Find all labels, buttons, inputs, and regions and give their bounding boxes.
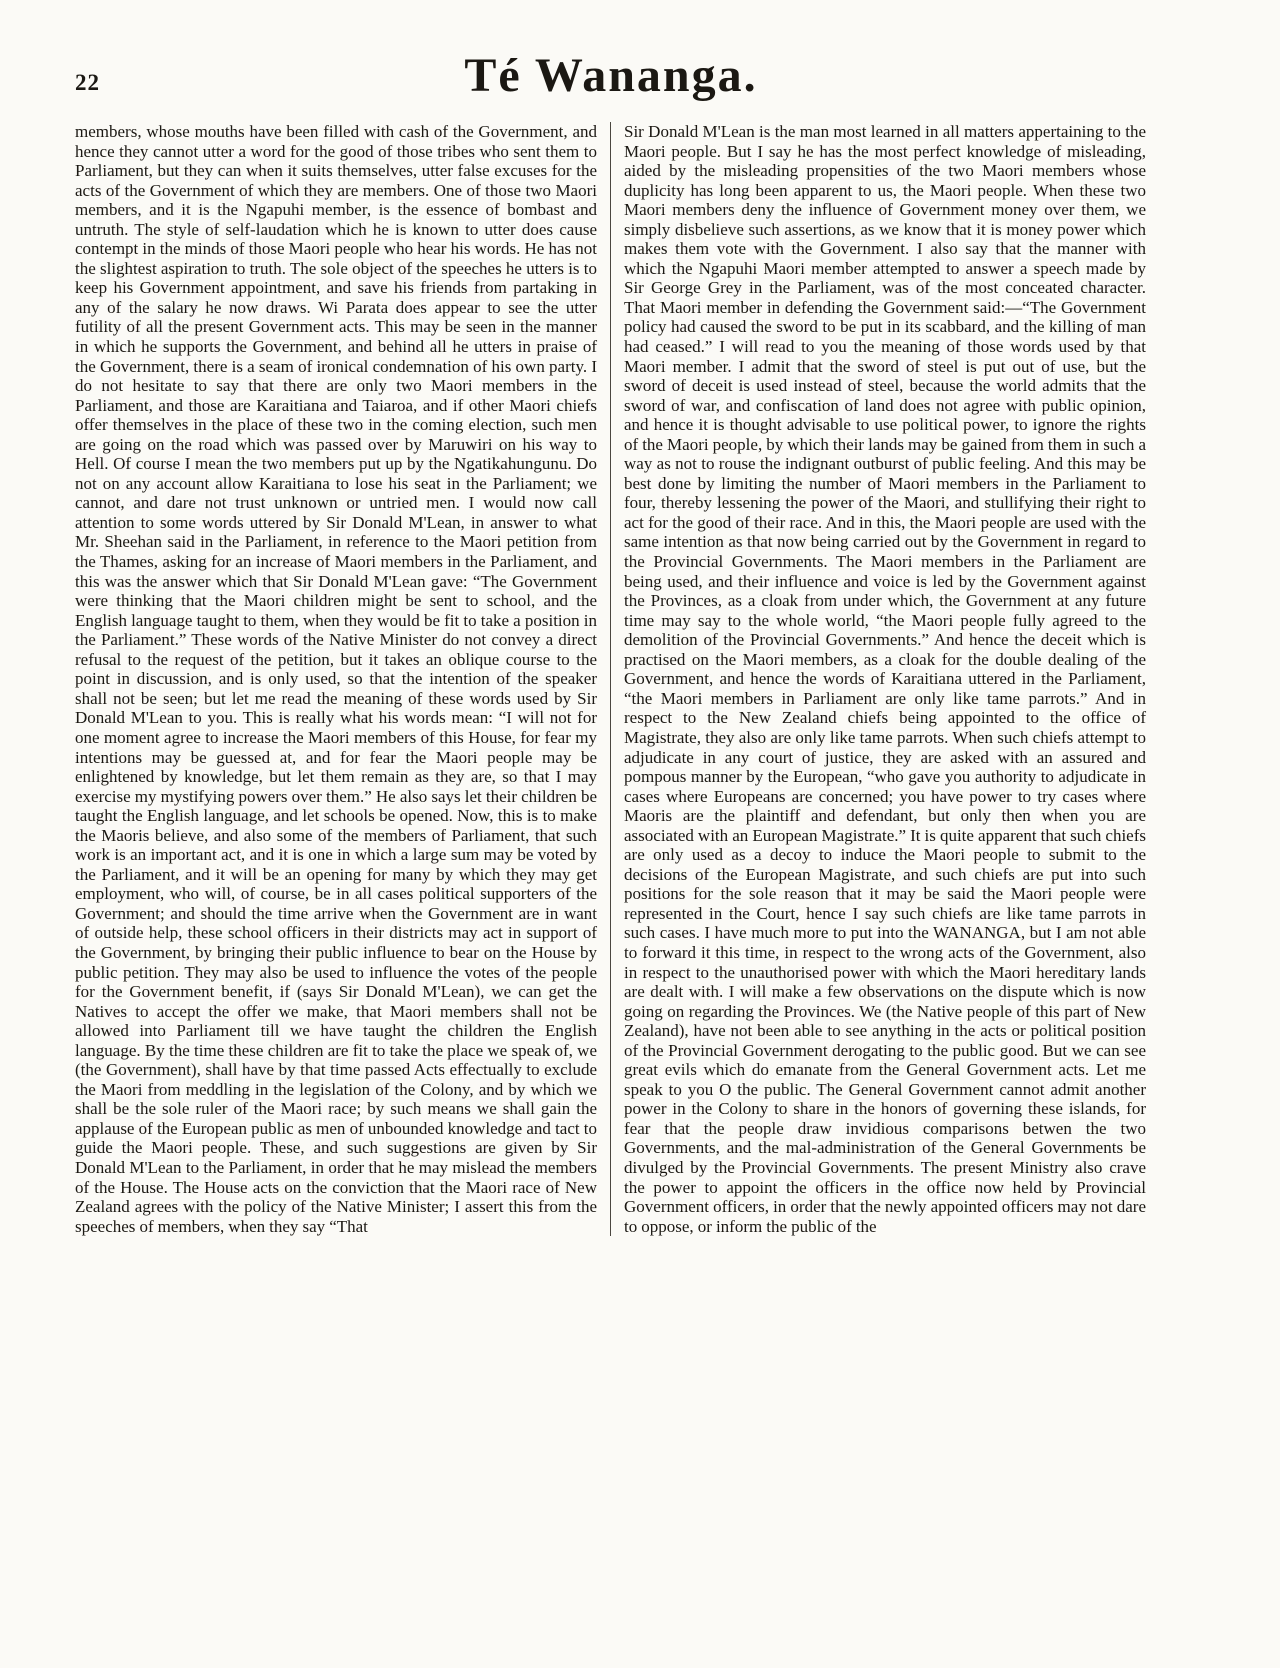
article-body bbox=[75, 122, 1147, 1236]
left-column-text: members, whose mouths have been filled with cash of the Government, and hence they cannot utter a word for the good of those tribes who sent them to Parliament, but they can when it suits themselves, utter false excuses for the acts of the Government of which they are members. One of those two Maori members, and it is the Ngapuhi member, is the essence of bombast and untruth. The style of self-laudation which he is known to utter does cause contempt in the minds of those Maori people who hear his words. He has not the slightest aspiration to truth. The sole object of the speeches he utters is to keep his Government appointment, and save his friends from partaking in any of the salary he now draws. Wi Parata does appear to see the utter futility of all the present Government acts. This may be seen in the manner in which he supports the Government, and behind all he utters in praise of the Government, there is a seam of ironical condemnation of his own party. I do not hesitate to say that there are only two Maori members in the Parliament, and those are Karaitiana and Taiaroa, and if other Maori chiefs offer themselves in the place of these two in the coming election, such men are going on the road which was passed over by Maruwiri on his way to Hell. Of course I mean the two members put up by the Ngatikahungunu. Do not on any account allow Karaitiana to lose his seat in the Parliament; we cannot, and dare not trust unknown or untried men. I would now call attention to some words uttered by Sir Donald M'Lean, in answer to what Mr. Sheehan said in the Parliament, in reference to the Maori petition from the Thames, asking for an increase of Maori members in the Parliament, and this was the answer which that Sir Donald M'Lean gave: “The Government were thinking that the Maori children might be sent to school, and the English language taught to them, when they would be fit to take a position in the Parliament.” These words of the Native Minister do not convey a direct refusal to the request of the petition, but it takes an oblique course to the point in discussion, and is only used, so that the intention of the speaker shall not be seen; but let me read the meaning of these words used by Sir Donald M'Lean to you. This is really what his words mean: “I will not for one moment agree to increase the Maori members of this House, for fear my intentions may be guessed at, and for fear the Maori people may be enlightened by knowledge, but let them remain as they are, so that I may exercise my mystifying powers over them.” He also says let their children be taught the English language, and let schools be opened. Now, this is to make the Maoris believe, and also some of the members of Parliament, that such work is an important act, and it is one in which a large sum may be voted by the Parliament, and it will be an opening for many by which they may get employment, who will, of course, be in all cases political supporters of the Government; and should the time arrive when the Government are in want of outside help, these school officers in their districts may act in support of the Government, by bringing their public influence to bear on the House by public petition. They may also be used to influence the votes of the people for the Government benefit, if (says Sir Donald M'Lean), we can get the Natives to accept the offer we make, that Maori members shall not be allowed into Parliament till we have taught the children the English language. By the time these children are fit to take the place we speak of, we (the Government), shall have by that time passed Acts effectually to exclude the Maori from meddling in the legislation of the Colony, and by which we shall be the sole ruler of the Maori race; by such means we shall gain the applause of the European public as men of unbounded knowledge and tact to guide the Maori people. These, and such suggestions are given by Sir Donald M'Lean to the Parliament, in order that he may mislead the members of the House. The House acts on the conviction that the Maori race of New Zealand agrees with the policy of the Native Minister; I assert this from the speeches of members, when they say “That bbox=[75, 122, 597, 1236]
masthead bbox=[75, 40, 1147, 118]
page-number: 22 bbox=[75, 70, 100, 95]
column-divider-rule bbox=[610, 122, 611, 1236]
page-title: Té Wananga. bbox=[464, 49, 758, 102]
right-column-text: Sir Donald M'Lean is the man most learned in all matters appertaining to the Maori people. But I say he has the most perfect knowledge of misleading, aided by the misleading propensities of the two Maori members whose duplicity has long been apparent to us, the Maori people. When these two Maori members deny the influence of Government money over them, we simply disbelieve such assertions, as we know that it is money power which makes them vote with the Government. I also say that the manner with which the Ngapuhi Maori member attempted to answer a speech made by Sir George Grey in the Parliament, was of the most conceated character. That Maori member in defending the Government said:—“The Government policy had caused the sword to be put in its scabbard, and the killing of man had ceased.” I will read to you the meaning of those words used by that Maori member. I admit that the sword of steel is put out of use, but the sword of deceit is used instead of steel, because the world admits that the sword of war, and confiscation of land does not agree with public opinion, and hence it is thought advisable to use political power, to ignore the rights of the Maori people, by which their lands may be gained from them in such a way as not to rouse the indignant outburst of public feeling. And this may be best done by limiting the number of Maori members in the Parliament to four, thereby lessening the power of the Maori, and stullifying their right to act for the good of their race. And in this, the Maori people are used with the same intention as that now being carried out by the Government in regard to the Provincial Governments. The Maori members in the Parliament are being used, and their influence and voice is led by the Government against the Provinces, as a cloak from under which, the Government at any future time may say to the whole world, “the Maori people fully agreed to the demolition of the Provincial Governments.” And hence the deceit which is practised on the Maori members, as a cloak for the double dealing of the Government, and hence the words of Karaitiana uttered in the Parliament, “the Maori members in Parliament are only like tame parrots.” And in respect to the New Zealand chiefs being appointed to the office of Magistrate, they also are only like tame parrots. When such chiefs attempt to adjudicate in any court of justice, they are asked with an assured and pompous manner by the European, “who gave you authority to adjudicate in cases where Europeans are concerned; you have power to try cases where Maoris are the plaintiff and defendant, but only then when you are associated with an European Magistrate.” It is quite apparent that such chiefs are only used as a decoy to induce the Maori people to submit to the decisions of the European Magistrate, and such chiefs are put into such positions for the sole reason that it may be said the Maori people were represented in the Court, hence I say such chiefs are like tame parrots in such cases. I have much more to put into the WANANGA, but I am not able to forward it this time, in respect to the wrong acts of the Government, also in respect to the unauthorised power with which the Maori hereditary lands are dealt with. I will make a few observations on the dispute which is now going on regarding the Provinces. We (the Native people of this part of New Zealand), have not been able to see anything in the acts or political position of the Provincial Government derogating to the public good. But we can see great evils which do emanate from the General Government acts. Let me speak to you O the public. The General Government cannot admit another power in the Colony to share in the honors of governing these islands, for fear that the people draw invidious comparisons betwen the two Governments, and the mal-administration of the General Governments be divulged by the Provincial Governments. The present Ministry also crave the power to appoint the officers in the office now held by Provincial Government officers, in order that the newly appointed officers may not dare to oppose, or inform the public of the bbox=[624, 122, 1146, 1236]
